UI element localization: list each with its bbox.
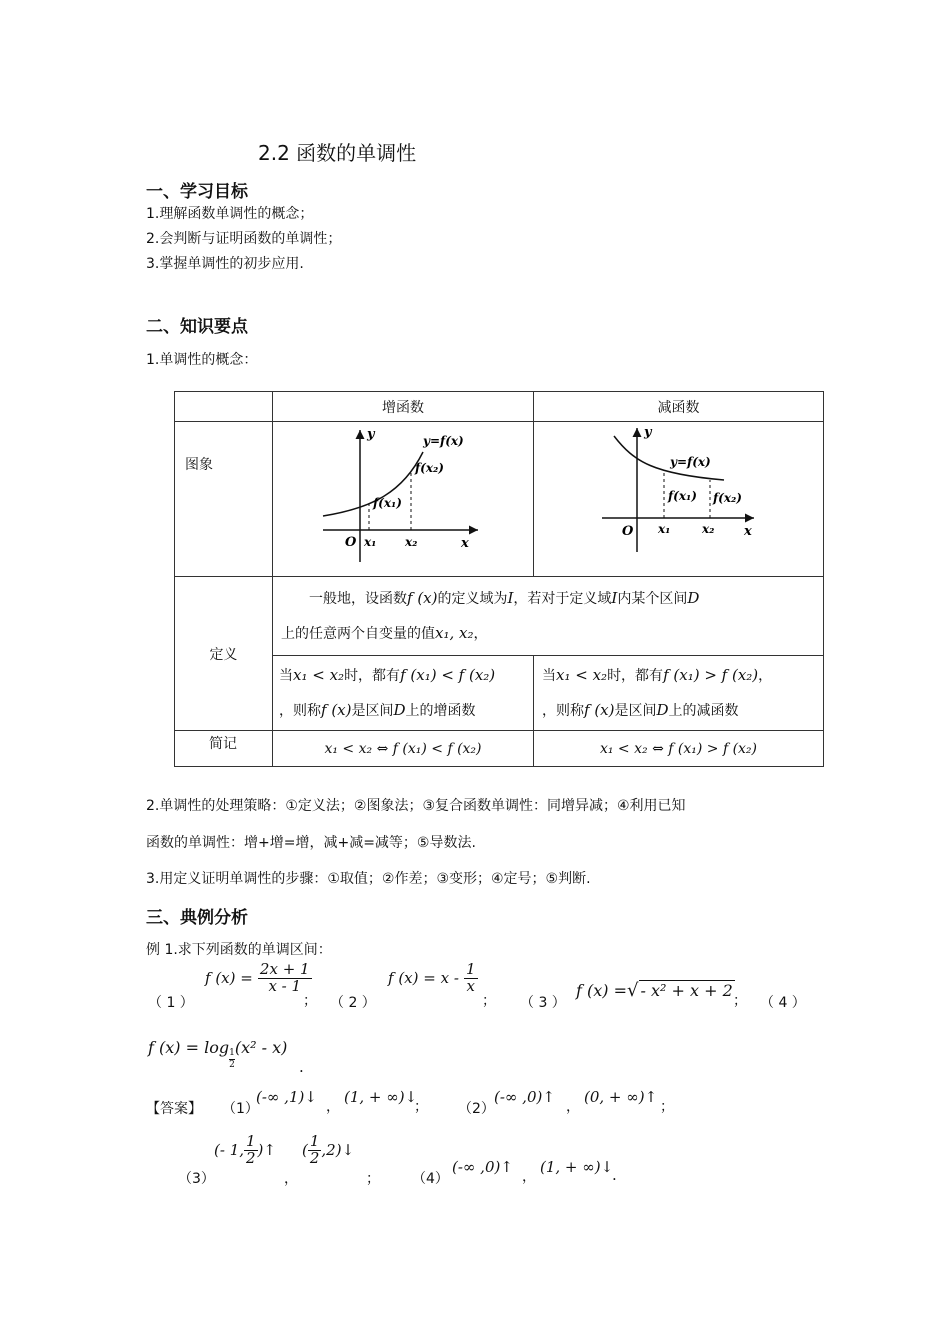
separator: ； <box>303 993 317 1009</box>
answer-interval: (-∞ ,1)↓ <box>256 1088 317 1106</box>
x2-label: x₂ <box>702 522 715 536</box>
item-number: （ 4 ） <box>760 995 806 1011</box>
fx2-label: f(x₂) <box>713 491 742 505</box>
comma: ， <box>284 1171 298 1187</box>
x1-label: x₁ <box>658 522 671 536</box>
answer-interval-3a: (- 1, $\frac{1}{2}$ )↑ <box>214 1132 276 1167</box>
answer-interval: (-∞ ,0)↑ <box>452 1158 513 1176</box>
separator: ； <box>482 993 496 1009</box>
increasing-function-graph <box>273 422 533 572</box>
row-label-definition: 定义 <box>175 577 273 731</box>
row-label-graph: 图象 <box>175 422 273 577</box>
section-heading-knowledge: 二、知识要点 <box>146 317 248 337</box>
fx2-label: f(x₂) <box>415 461 444 475</box>
function-1: f (x) = $\frac{2x + 1}{x - 1}$ <box>205 960 310 995</box>
example-prompt: 例 1.求下列函数的单调区间： <box>146 942 332 958</box>
row-label-short: 简记 <box>175 731 273 767</box>
origin-label: O <box>622 524 634 539</box>
goal-item: 1.理解函数单调性的概念； <box>146 206 314 222</box>
answer-interval: (1, + ∞)↓ <box>344 1088 418 1106</box>
curve-label: y=f(x) <box>423 434 464 448</box>
answer-part: （1） <box>222 1101 259 1117</box>
x2-label: x₂ <box>405 535 418 549</box>
header-decreasing: 减函数 <box>534 392 824 422</box>
goal-item: 3.掌握单调性的初步应用. <box>146 256 304 272</box>
x-label: x <box>461 536 469 551</box>
section-heading-goals: 一、学习目标 <box>146 182 248 202</box>
paragraph: 3.用定义证明单调性的步骤：①取值；②作差；③变形；④定号；⑤判断. <box>146 871 591 887</box>
header-increasing: 增函数 <box>273 392 534 422</box>
paragraph: 2.单调性的处理策略：①定义法；②图象法；③复合函数单调性：同增异减；④利用已知 <box>146 798 686 814</box>
x1-label: x₁ <box>364 535 377 549</box>
definition-line-2: 上的任意两个自变量的值x₁, x₂， <box>281 624 488 642</box>
answer-part: （3） <box>178 1171 215 1187</box>
decreasing-graph-cell <box>534 422 824 577</box>
period: . <box>612 1166 617 1184</box>
answer-part: （2） <box>458 1101 495 1117</box>
short-decreasing: x₁ < x₂ ⇔ f (x₁) > f (x₂) <box>534 731 824 767</box>
y-label: y <box>644 425 652 440</box>
monotonicity-table <box>174 391 824 767</box>
paragraph: 1.单调性的概念： <box>146 352 258 368</box>
definition-common <box>273 577 824 656</box>
item-number: （ 2 ） <box>330 995 376 1011</box>
page-title: 2.2 函数的单调性 <box>258 141 417 165</box>
fx1-label: f(x₁) <box>668 489 697 503</box>
comma: ， <box>522 1169 536 1185</box>
function-3: f (x) =√ - x² + x + 2 <box>576 980 733 1001</box>
answer-part: （4） <box>412 1171 449 1187</box>
origin-label: O <box>345 535 357 550</box>
comma: ， <box>326 1099 340 1115</box>
section-heading-examples: 三、典例分析 <box>146 908 248 928</box>
answer-interval: (-∞ ,0)↑ <box>494 1088 555 1106</box>
answer-label: 【答案】 <box>146 1101 202 1117</box>
increasing-graph-cell <box>273 422 534 577</box>
semicolon: ； <box>660 1099 674 1115</box>
definition-decreasing: 当x₁ < x₂时，都有f (x₁) > f (x₂)， ，则称f (x)是区间D上的减函数 <box>534 656 824 731</box>
item-number: （ 1 ） <box>148 995 194 1011</box>
x-label: x <box>744 524 752 539</box>
fx1-label: f(x₁) <box>373 496 402 510</box>
curve-label: y=f(x) <box>670 455 711 469</box>
answer-interval: (0, + ∞)↑ <box>584 1088 658 1106</box>
function-2: f (x) = x - $\frac{1}{x}$ <box>388 960 476 995</box>
short-increasing: x₁ < x₂ ⇔ f (x₁) < f (x₂) <box>273 731 534 767</box>
comma: ， <box>566 1099 580 1115</box>
decreasing-function-graph <box>534 422 823 572</box>
answer-interval: (1, + ∞)↓ <box>540 1158 614 1176</box>
period: . <box>299 1058 304 1076</box>
goal-item: 2.会判断与证明函数的单调性； <box>146 231 342 247</box>
definition-line-1: 一般地，设函数f (x)的定义域为I，若对于定义域I内某个区间D <box>309 589 700 607</box>
semicolon: ； <box>366 1171 380 1187</box>
paragraph: 函数的单调性：增+增=增，减+减=减等；⑤导数法. <box>146 835 476 851</box>
definition-increasing: 当x₁ < x₂时，都有f (x₁) < f (x₂) ，则称f (x)是区间D上的增函数 <box>273 656 534 731</box>
separator: ； <box>733 993 747 1009</box>
item-number: （ 3 ） <box>520 995 566 1011</box>
function-4: f (x) = log $\frac{1}{2}$ (x² - x) <box>148 1038 288 1070</box>
y-label: y <box>367 427 375 442</box>
answer-interval-3b: ( $\frac{1}{2}$ ,2)↓ <box>302 1132 355 1167</box>
semicolon: ； <box>414 1099 428 1115</box>
